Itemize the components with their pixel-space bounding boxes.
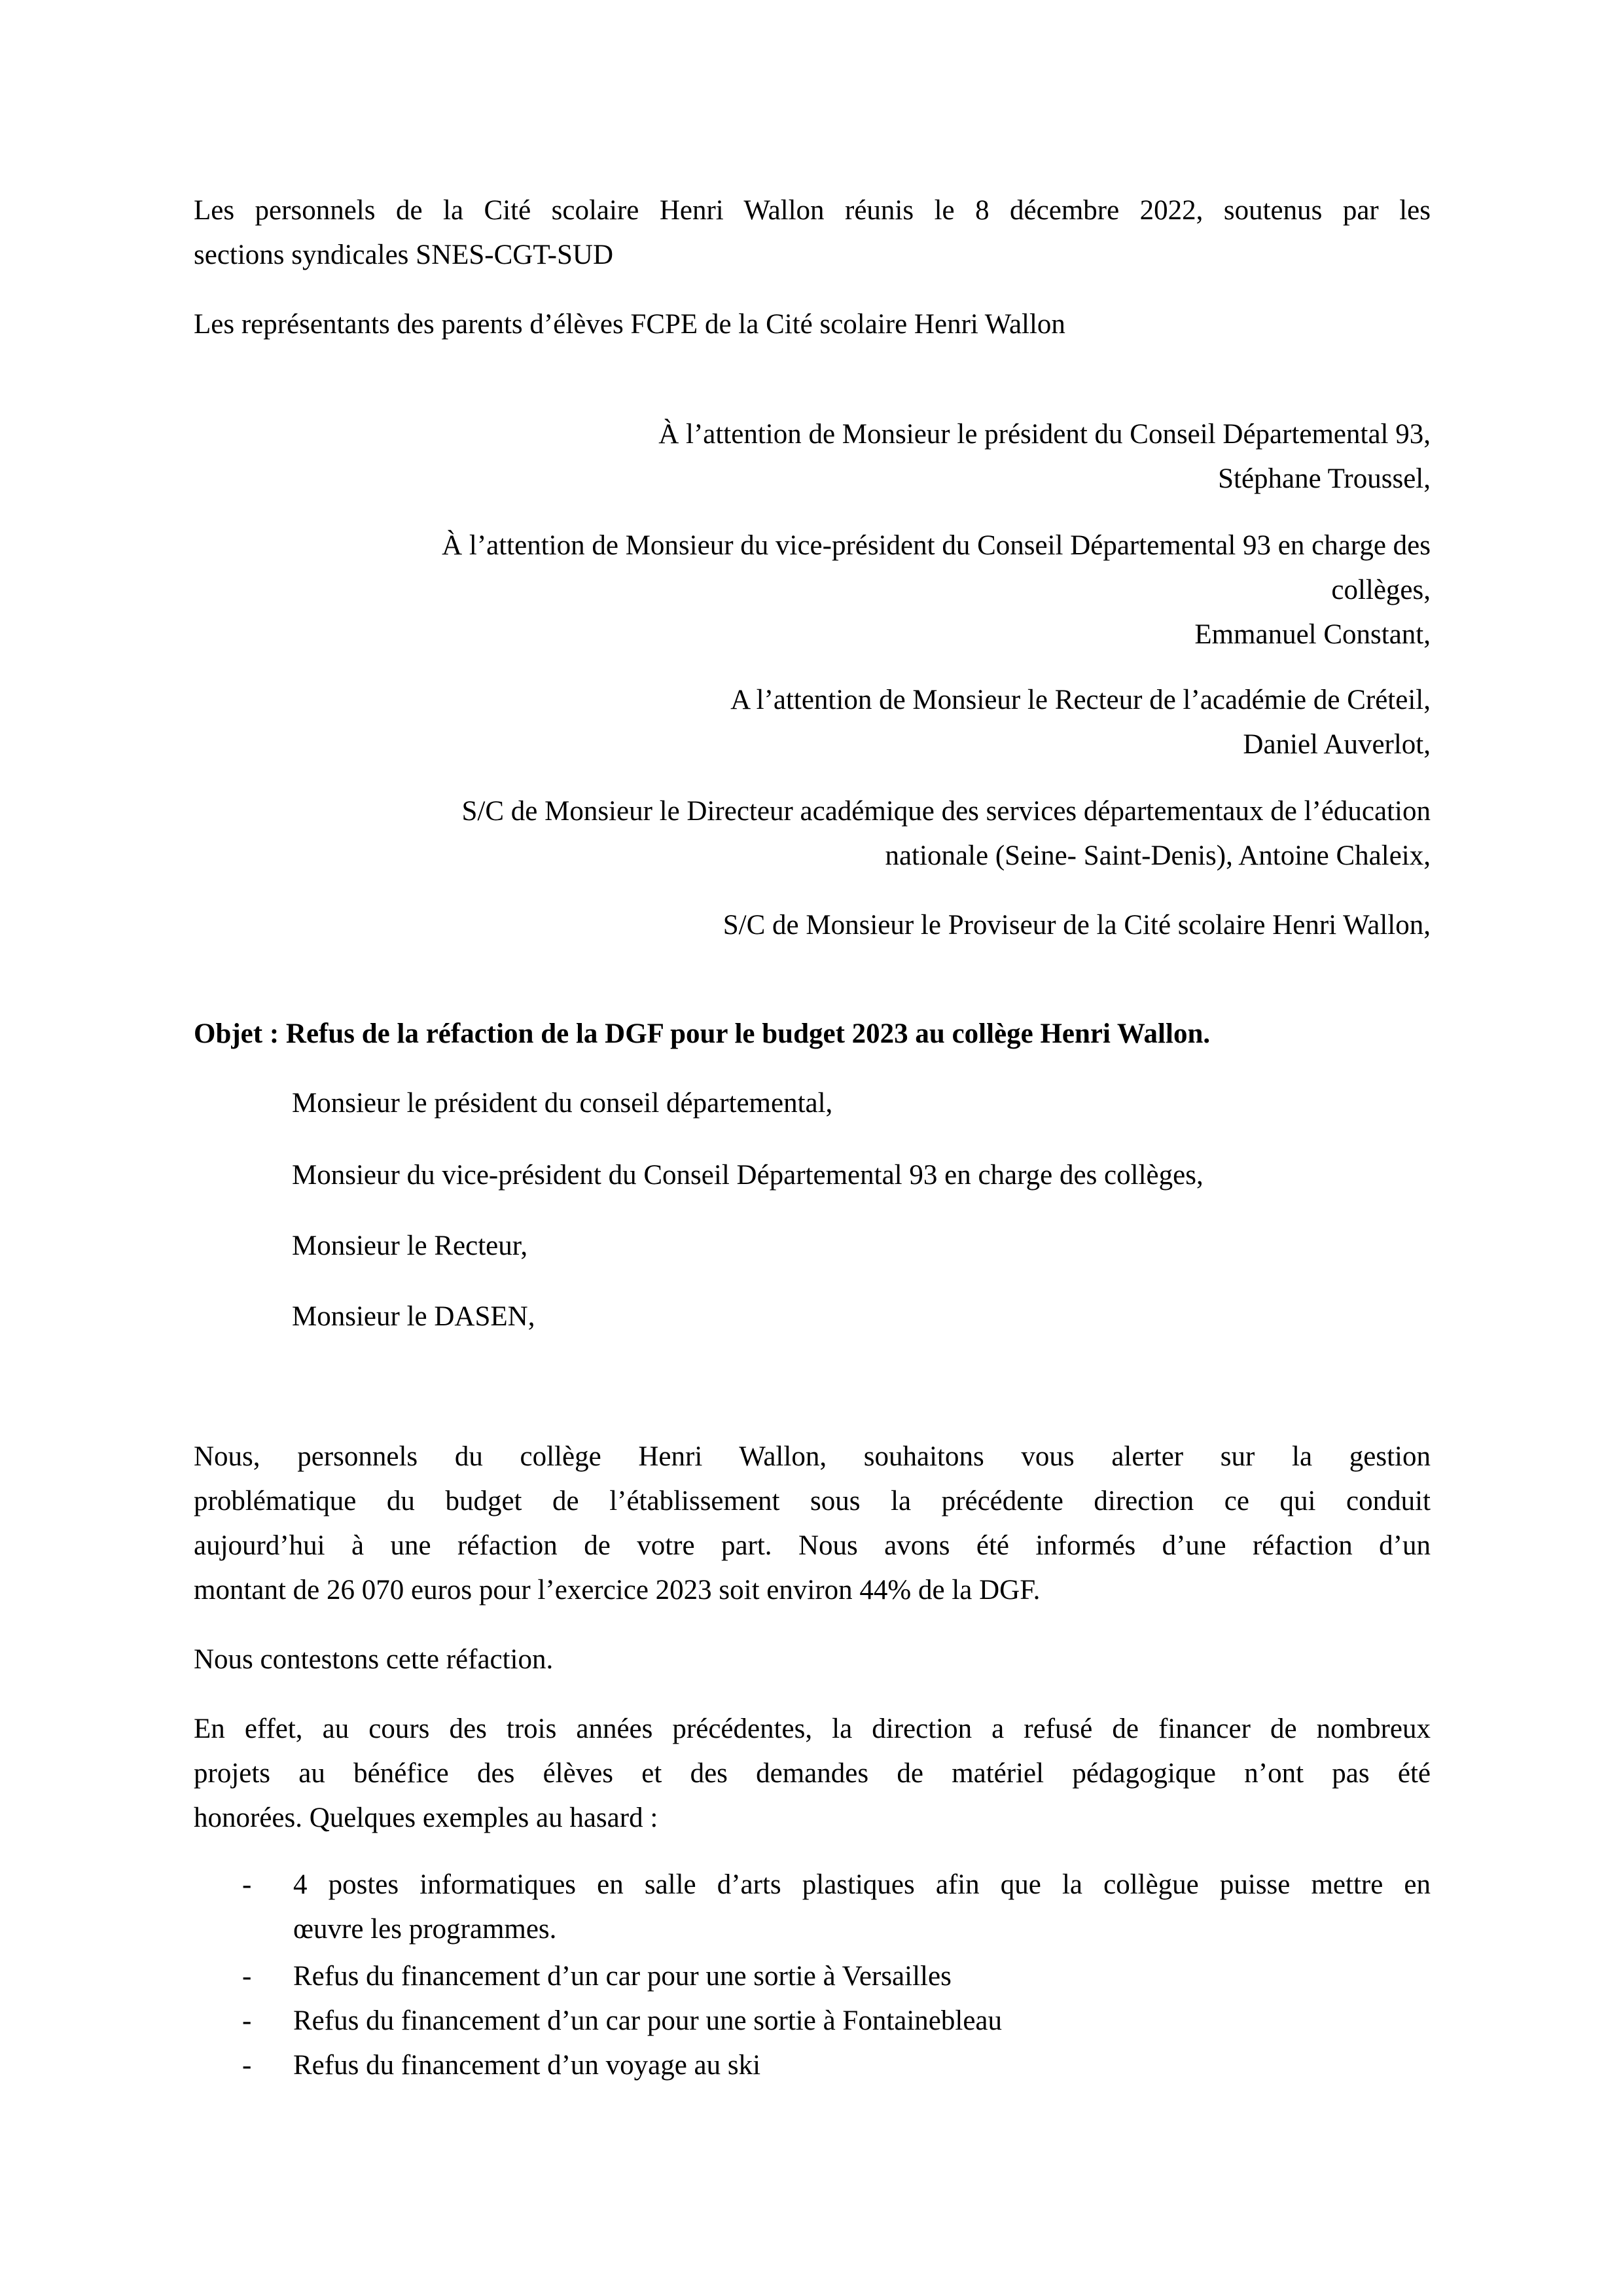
recipient-recteur: A l’attention de Monsieur le Recteur de l’académie de Créteil, Daniel Auverlot, <box>730 685 1431 760</box>
salutation-dasen: Monsieur le DASEN, <box>292 1301 535 1332</box>
body-paragraph-2: Nous contestons cette réfaction. <box>194 1644 554 1675</box>
list-item: - Refus du financement d’un car pour une sortie à Versailles <box>194 1954 1431 1999</box>
recipient-proviseur: S/C de Monsieur le Proviseur de la Cité scolaire Henri Wallon, <box>722 910 1431 941</box>
recipient-vice-president: À l’attention de Monsieur du vice-président du Conseil Départemental 93 en charge des collèges, Emmanuel Constant, <box>442 530 1431 650</box>
recipient-dasen: S/C de Monsieur le Directeur académique des services départementaux de l’éducation nationale (Seine- Saint-Denis), Antoine Chaleix, <box>461 796 1431 871</box>
senders-staff <box>194 188 1431 278</box>
senders-parents: Les représentants des parents d’élèves FCPE de la Cité scolaire Henri Wallon <box>194 309 1065 340</box>
senders-line-2: sections syndicales SNES-CGT-SUD <box>194 240 614 270</box>
salutation-vice-president: Monsieur du vice-président du Conseil Départemental 93 en charge des collèges, <box>292 1160 1204 1191</box>
body-paragraph-1: Nous, personnels du collège Henri Wallon, souhaitons vous alerter sur la gestion problématique du budget de l’établissement sous la précédente direction ce qui conduit aujourd’hui à une réfaction de votre part. Nous avons été informés d’une réfaction d’un montant de 26 070 euros pour l’exercice 2023 soit environ 44% de la DGF. <box>194 1441 1431 1605</box>
list-item: - Refus du financement d’un voyage au ski <box>194 2043 1431 2088</box>
salutation-recteur: Monsieur le Recteur, <box>292 1230 528 1261</box>
list-item: - Refus du financement d’un car pour une sortie à Fontainebleau <box>194 1999 1431 2043</box>
senders-line-1: Les personnels de la Cité scolaire Henri Wallon réunis le 8 décembre 2022, soutenus par les <box>194 195 1431 226</box>
subject-line: Objet : Refus de la réfaction de la DGF pour le budget 2023 au collège Henri Wallon. <box>194 1018 1211 1049</box>
list-item: - 4 postes informatiques en salle d’arts plastiques afin que la collègue puisse mettre en œuvre les programmes. <box>194 1863 1431 1952</box>
recipient-president: À l’attention de Monsieur le président du Conseil Départemental 93, Stéphane Troussel, <box>658 419 1431 494</box>
salutation-president: Monsieur le président du conseil départemental, <box>292 1088 833 1119</box>
examples-list <box>194 1863 1431 2088</box>
body-paragraph-3: En effet, au cours des trois années précédentes, la direction a refusé de financer de nombreux projets au bénéfice des élèves et des demandes de matériel pédagogique n’ont pas été honorées. Quelques exemples au hasard : <box>194 1713 1431 1833</box>
